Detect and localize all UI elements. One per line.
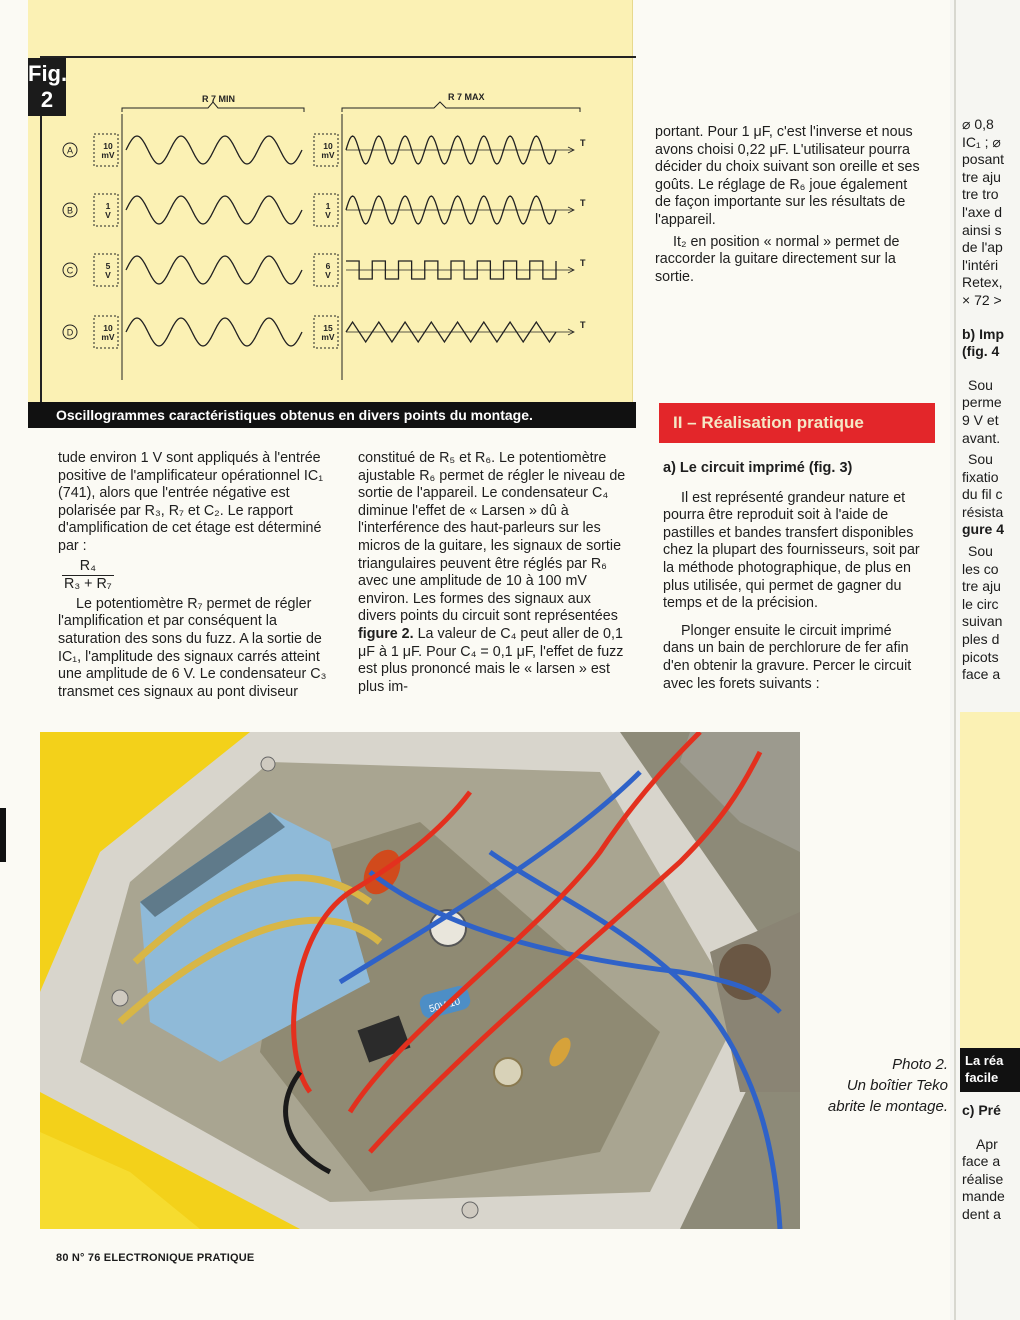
amplitude-label-right: 1 [325, 201, 331, 211]
right-line: tre aju [962, 168, 1001, 185]
right-line: suivan [962, 613, 1003, 630]
right-line: résista [962, 503, 1004, 520]
col1-paragraph-2: Le potentiomètre R₇ permet de régler l'amplification et par conséquent la saturation des sons du fuzz. A la sortie de IC₁, l'amplitude des signaux carrés atteint une amplitude de 6 V. Le condensateur C₃ transmet ces signaux au pont diviseur [58, 595, 327, 700]
right-line: gure 4 [962, 521, 1005, 538]
text-column-2 [358, 450, 626, 696]
photo-caption-line-3: abrite le montage. [827, 1098, 948, 1115]
amplitude-label-left: 10 [103, 141, 113, 151]
right-line: Sou [968, 376, 993, 393]
photo-caption-line-1: Photo 2. [892, 1056, 948, 1073]
page-footer: 80 N° 76 ELECTRONIQUE PRATIQUE [56, 1252, 255, 1264]
amplitude-label-left: mV [101, 150, 115, 160]
capacitor-label: 50V 10 [428, 996, 462, 1016]
right-bar-line-1: La réa [965, 1053, 1004, 1068]
right-line: picots [962, 648, 999, 665]
right-subhead-c: c) Pré [962, 1102, 1001, 1118]
right-line: du fil c [962, 486, 1003, 503]
formula-denominator: R₃ + R₇ [64, 576, 112, 593]
amplitude-label-right: mV [321, 150, 335, 160]
row-label: D [66, 327, 74, 338]
right-line: Retex, [962, 274, 1003, 291]
col3-paragraph-4: Plonger ensuite le circuit imprimé dans un bain de perchlorure de fer afin d'en obtenir la gravure. Percer le circuit avec les forets suivants : [663, 622, 912, 692]
right-line: Apr [976, 1135, 998, 1152]
waveform-left [126, 136, 302, 164]
right-line: 9 V et [962, 411, 999, 428]
bracket-right [342, 102, 580, 112]
right-line: face a [962, 1153, 1001, 1170]
text-column-3-bottom [663, 460, 925, 693]
col3-paragraph-1: portant. Pour 1 μF, c'est l'inverse et nous avons choisi 0,22 μF. L'utilisateur pourra décider du choix suivant son oreille et ses goûts. Le réglage de R₆ joue également de façon importante sur les résultats de l'appareil. [655, 124, 920, 228]
edge-tab [0, 808, 6, 862]
amplification-formula [62, 558, 114, 594]
row-label: B [66, 205, 74, 216]
amplitude-label-right: V [325, 210, 331, 220]
right-line: ples d [962, 631, 1000, 648]
text-column-1 [58, 450, 330, 701]
right-line: × 72 > [962, 291, 1002, 308]
right-fragment-top [962, 116, 1020, 684]
jack-socket [719, 944, 771, 1000]
right-line: Sou [968, 543, 993, 560]
right-line: perme [962, 394, 1002, 411]
screw-2 [462, 1202, 478, 1218]
right-fragment-bottom [962, 1102, 1020, 1224]
amplitude-label-left: 10 [103, 323, 113, 333]
col2-paragraph-1 [358, 450, 626, 696]
amplitude-label-left: mV [101, 332, 115, 342]
photo-caption [808, 1054, 948, 1117]
right-line: de l'ap [962, 239, 1003, 256]
text-column-3-top [655, 124, 923, 286]
right-line: IC₁ ; ⌀ [962, 133, 1001, 150]
header-r7-min: R 7 MIN [202, 94, 236, 104]
right-subhead-b-2: (fig. 4 [962, 343, 1000, 360]
right-line: face a [962, 666, 1001, 683]
transistor [494, 1058, 522, 1086]
amplitude-label-right: 6 [325, 261, 331, 271]
col3-paragraph-2: It₂ en position « normal » permet de raccorder la guitare directement sur la sortie. [655, 233, 900, 285]
next-page-yellow-block [960, 712, 1020, 1048]
amplitude-label-right: 15 [323, 323, 333, 333]
right-caption-bar [960, 1048, 1020, 1092]
col1-paragraph-1: tude environ 1 V sont appliqués à l'entrée positive de l'amplificateur opérationnel IC₁ (741), alors que l'entrée négative est polarisée par R₃, R₇ et C₂. Le rapport d'amplification de cet étage est déterminé par : [58, 450, 324, 554]
waveform-left [126, 318, 302, 346]
col2-text-a: constitué de R₅ et R₆. Le potentiomètre ajustable R₆ permet de régler le niveau de sortie de l'appareil. Le condensateur C₄ diminue l'effet de « Larsen » dû à l'interférence des haut-parleurs sur les micros de la guitare, les signaux de sortie triangulaires peuvent être réglés par R₆ avec une amplitude de 10 à 100 mV environ. Les formes des signaux aux divers points du circuit sont représentées [358, 450, 626, 625]
right-line: ainsi s [962, 221, 1002, 238]
period-label: T [580, 258, 586, 268]
right-line: Sou [968, 451, 993, 468]
right-line: tre tro [962, 186, 999, 203]
oscillogram-figure [60, 80, 632, 390]
right-line: mande [962, 1188, 1005, 1205]
right-subhead-b: b) Imp [962, 325, 1004, 342]
section-title: II – Réalisation pratique [659, 403, 935, 443]
page-gutter [954, 0, 956, 1320]
right-line: fixatio [962, 468, 999, 485]
subheading-circuit: a) Le circuit imprimé (fig. 3) [663, 460, 853, 476]
screw-1 [112, 990, 128, 1006]
waveform-left [126, 256, 302, 284]
device-photo [40, 732, 800, 1229]
amplitude-label-left: V [105, 210, 111, 220]
right-line: ⌀ 0,8 [962, 116, 994, 132]
right-line: le circ [962, 595, 999, 612]
amplitude-label-left: 1 [105, 201, 111, 211]
right-line: tre aju [962, 578, 1001, 595]
amplitude-label-right: mV [321, 332, 335, 342]
header-r7-max: R 7 MAX [448, 92, 485, 102]
right-line: avant. [962, 429, 1001, 446]
row-label: A [66, 145, 74, 156]
screw-3 [261, 757, 275, 771]
formula-numerator: R₄ [62, 558, 114, 577]
figure-tag-word: Fig. [28, 61, 68, 86]
right-line: réalise [962, 1170, 1004, 1187]
amplitude-label-left: V [105, 270, 111, 280]
figure-reference: figure 2. [358, 625, 414, 642]
right-line: les co [962, 560, 999, 577]
figure-caption: Oscillogrammes caractéristiques obtenus en divers points du montage. [28, 402, 636, 428]
figure-tag-number: 2 [40, 87, 54, 112]
amplitude-label-right: V [325, 270, 331, 280]
right-line: l'axe d [962, 203, 1003, 220]
amplitude-label-left: 5 [105, 261, 111, 271]
photo-caption-line-2: Un boîtier Teko [846, 1077, 948, 1094]
col2-text-b: La valeur de C₄ peut aller de 0,1 μF à 1 μF. Pour C₄ = 0,1 μF, l'effet de fuzz est plus prononcé mais le « larsen » est plus im- [358, 625, 624, 695]
col3-paragraph-3: Il est représenté grandeur nature et pourra être reproduit soit à l'aide de pastilles et bandes transfert disponibles chez la plupart des fournisseurs, soit par la méthode photographique, de plus en plus utilisée, qui permet de gagner du temps et de la précision. [663, 489, 920, 612]
period-label: T [580, 138, 586, 148]
right-line: dent a [962, 1205, 1001, 1222]
waveform-left [126, 196, 302, 224]
period-label: T [580, 198, 586, 208]
row-label: C [66, 265, 74, 276]
amplitude-label-right: 10 [323, 141, 333, 151]
right-line: l'intéri [962, 256, 999, 273]
right-bar-line-2: facile [965, 1070, 999, 1085]
right-line: posant [962, 151, 1005, 168]
period-label: T [580, 320, 586, 330]
